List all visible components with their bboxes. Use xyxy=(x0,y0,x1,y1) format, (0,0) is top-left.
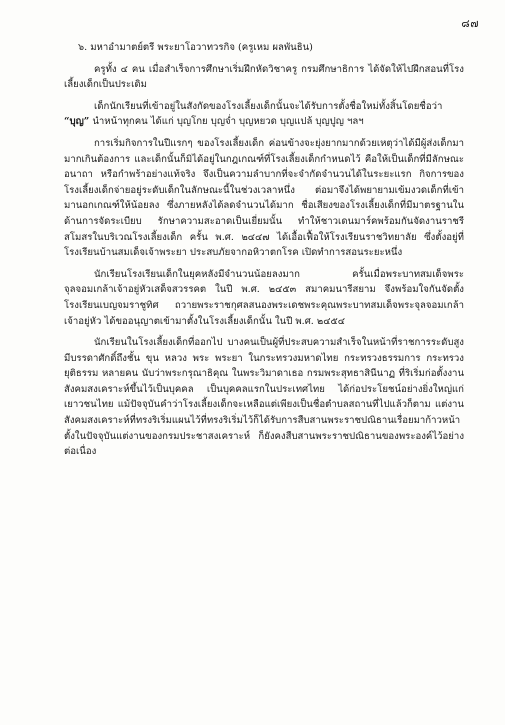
paragraph-teachers-training: ครูทั้ง ๔ คน เมื่อสำเร็จการศึกษาเริ่มฝึกหัดวิชาครู กรมศึกษาธิการ ได้จัดให้ไปฝึกสอนที่โรงเลี้ยงเด็กเป็นประเดิม xyxy=(64,63,464,91)
paragraph-naming-bun xyxy=(64,99,464,130)
paragraph-naming-post: นำหน้าทุกคน ได้แก่ บุญโกย บุญจ่ำ บุญหยวด บุญแปล้ บุญปูญ ฯลฯ xyxy=(89,116,364,128)
paragraph-early-operations: การเริ่มกิจการในปีแรกๆ ของโรงเลี้ยงเด็ก ค่อนข้างจะยุ่งยากมากด้วยเหตุว่าได้มีผู้ส่งเด็กมามากเกินต้องการ และเด็กนั้นก็มิได้อยู่ในกฎเกณฑ์ที่โรงเลี้ยงเด็กกำหนดไว้ คือให้เป็นเด็กที่มีลักษณะอนาถา หรือกำพร้าอย่างแท้จริง จึงเป็นความลำบากที่จะจำกัดจำนวนได้ในระยะแรก กิจการของโรงเลี้ยงเด็กจ่ายอยู่ระดับเด็กในลักษณะนี้ในช่วงเวลาหนึ่ง ต่อมาจึงได้พยายามเข้มงวดเด็กที่เข้ามานอกเกณฑ์ให้น้อยลง ซึ่งภายหลังได้ลดจำนวนได้มาก ชื่อเสียงของโรงเลี้ยงเด็กที่มีมาตรฐานในด้านการจัดระเบียบ รักษาความสะอาดเป็นเยี่ยมนั้น ทำให้ชาวเดนมาร์คพร้อมกันจัดงานราชรีสโมสรในบริเวณโรงเลี้ยงเด็ก ครั้น พ.ศ. ๒๔๔๗ ได้เอื้อเฟื้อให้โรงเรียนราชวิทยาลัย ซึ่งตั้งอยู่ที่โรงเรียนบ้านสมเด็จเจ้าพระยา ประสบภัยจากอหิวาตกโรค เปิดทำการสอนระยะหนึ่ง xyxy=(64,137,464,259)
bun-name-emphasis: “บุญ” xyxy=(64,116,90,128)
paragraph-naming-pre: เด็กนักเรียนที่เข้าอยู่ในสังกัดของโรงเลี้ยงเด็กนั้นจะได้รับการตั้งชื่อใหม่ทั้งสิ้นโดยชื่อว่า xyxy=(94,100,443,112)
page-number: ๘๗ xyxy=(461,17,479,30)
biography-heading: ๖. มหาอำมาตย์ตรี พระยาโอวาทวรกิจ (ครูเหม ผลพันธิน) xyxy=(78,42,313,53)
paragraph-alumni-legacy: นักเรียนในโรงเลี้ยงเด็กที่ออกไป บางคนเป็นผู้ที่ประสบความสำเร็จในหน้าที่ราชการระดับสูง มีบรรดาศักดิ์ถึงชั้น ขุน หลวง พระ พระยา ในกระทรวงมหาดไทย กระทรวงธรรมการ กระทรวงยุติธรรม หลายคน นับว่าพระกรุณาธิคุณ ในพระวิมาดาเธอ กรมพระสุทธาสินีนาฏ ที่ริเริ่มก่อตั้งงานสังคมสงเคราะห์ขึ้นไว้เป็นบุคคล เป็นบุคคลแรกในประเทศไทย ได้ก่อประโยชน์อย่างยิ่งใหญ่แก่เยาวชนไทย แม้ปัจจุบันคำว่าโรงเลี้ยงเด็กจะเหลือแต่เพียงเป็นชื่อตำบลสถานที่ไปแล้วก็ตาม แต่งานสังคมสงเคราะห์ที่ทรงริเริ่มแผนไว้ที่ทรงริเริ่มไว้ก็ได้รับการสืบสานพระราชปณิธานเรื่อยมาก้าวหน้าตั้งในปัจจุบันแต่งานของกรมประชาสงเคราะห์ ก็ยังคงสืบสานพระราชปณิธานของพระองค์ไว้อย่างต่อเนื่อง xyxy=(64,337,464,458)
paragraph-later-school: นักเรียนโรงเรียนเด็กในยุคหลังมีจำนวนน้อยลงมาก ครั้นเมื่อพระบาทสมเด็จพระจุลจอมเกล้าเจ้าอยู่หัวเสด็จสวรรคต ในปี พ.ศ. ๒๔๕๓ สมาคมนารีสยาม จึงพร้อมใจกันจัดตั้งโรงเรียนเบญจมราชูทิศ ถวายพระราชกุศลสนองพระเดชพระคุณพระบาทสมเด็จพระจุลจอมเกล้าเจ้าอยู่หัว ได้ขออนุญาตเข้ามาตั้งในโรงเลี้ยงเด็กนั้น ในปี พ.ศ. ๒๔๕๔ xyxy=(64,268,464,327)
document-body xyxy=(64,40,464,466)
